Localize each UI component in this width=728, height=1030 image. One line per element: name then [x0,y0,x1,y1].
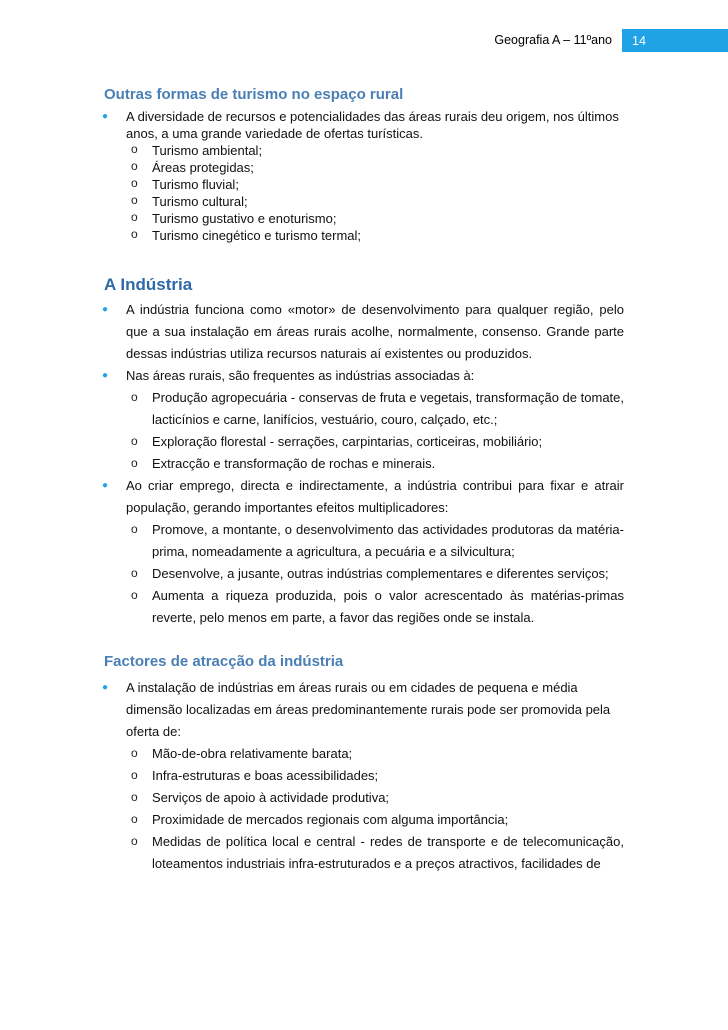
bullet-item: ● A instalação de indústrias em áreas rurais ou em cidades de pequena e média dimensão localizadas em áreas predominantemente rurais pode ser promovida pela oferta de: [104,677,624,743]
section-title-industry-factors: Factores de atracção da indústria [104,653,344,670]
section-title-rural-tourism: Outras formas de turismo no espaço rural [104,86,404,103]
sub-item: o Turismo cinegético e turismo termal; [104,227,624,244]
sub-item: o Turismo ambiental; [104,142,624,159]
bullet-item: ● Nas áreas rurais, são frequentes as indústrias associadas à: [104,365,624,387]
sub-item: o Produção agropecuária - conservas de fruta e vegetais, transformação de tomate, lacticínios e carne, lanifícios, vestuário, couro, calçado, etc.; [104,387,624,431]
page-content [104,86,624,875]
bullet-item: ● A indústria funciona como «motor» de desenvolvimento para qualquer região, pelo que a sua instalação em áreas rurais acolhe, normalmente, consenso. Grande parte dessas indústrias utiliza recursos naturais aí existentes ou produzidos. [104,299,624,365]
industry-list [104,299,624,629]
sub-item: o Aumenta a riqueza produzida, pois o valor acrescentado às matérias-primas reverte, pelo menos em parte, a favor das regiões onde se instala. [104,585,624,629]
sub-item: o Proximidade de mercados regionais com alguma importância; [104,809,624,831]
sub-item: o Áreas protegidas; [104,159,624,176]
sub-item: o Desenvolve, a jusante, outras indústrias complementares e diferentes serviços; [104,563,624,585]
sub-item: o Turismo cultural; [104,193,624,210]
sub-item: o Infra-estruturas e boas acessibilidades; [104,765,624,787]
section-title-industry: A Indústria [104,275,193,294]
sub-item: o Mão-de-obra relativamente barata; [104,743,624,765]
sub-item: o Turismo fluvial; [104,176,624,193]
bullet-item: ● A diversidade de recursos e potencialidades das áreas rurais deu origem, nos últimos anos, a uma grande variedade de ofertas turísticas. [104,108,624,142]
sub-item: o Promove, a montante, o desenvolvimento das actividades produtoras da matéria-prima, nomeadamente a agricultura, a pecuária e a silvicultura; [104,519,624,563]
sub-item: o Extracção e transformação de rochas e minerais. [104,453,624,475]
bullet-item: ● Ao criar emprego, directa e indirectamente, a indústria contribui para fixar e atrair população, gerando importantes efeitos multiplicadores: [104,475,624,519]
header-title: Geografia A – 11ºano [494,33,612,47]
sub-item: o Exploração florestal - serrações, carpintarias, corticeiras, mobiliário; [104,431,624,453]
page-number-badge: 14 [622,29,728,52]
rural-tourism-list [104,108,624,244]
sub-item: o Serviços de apoio à actividade produtiva; [104,787,624,809]
industry-factors-list [104,677,624,875]
sub-item: o Turismo gustativo e enoturismo; [104,210,624,227]
sub-item: o Medidas de política local e central - redes de transporte e de telecomunicação, loteamentos industriais infra-estruturados e a preços atractivos, facilidades de [104,831,624,875]
